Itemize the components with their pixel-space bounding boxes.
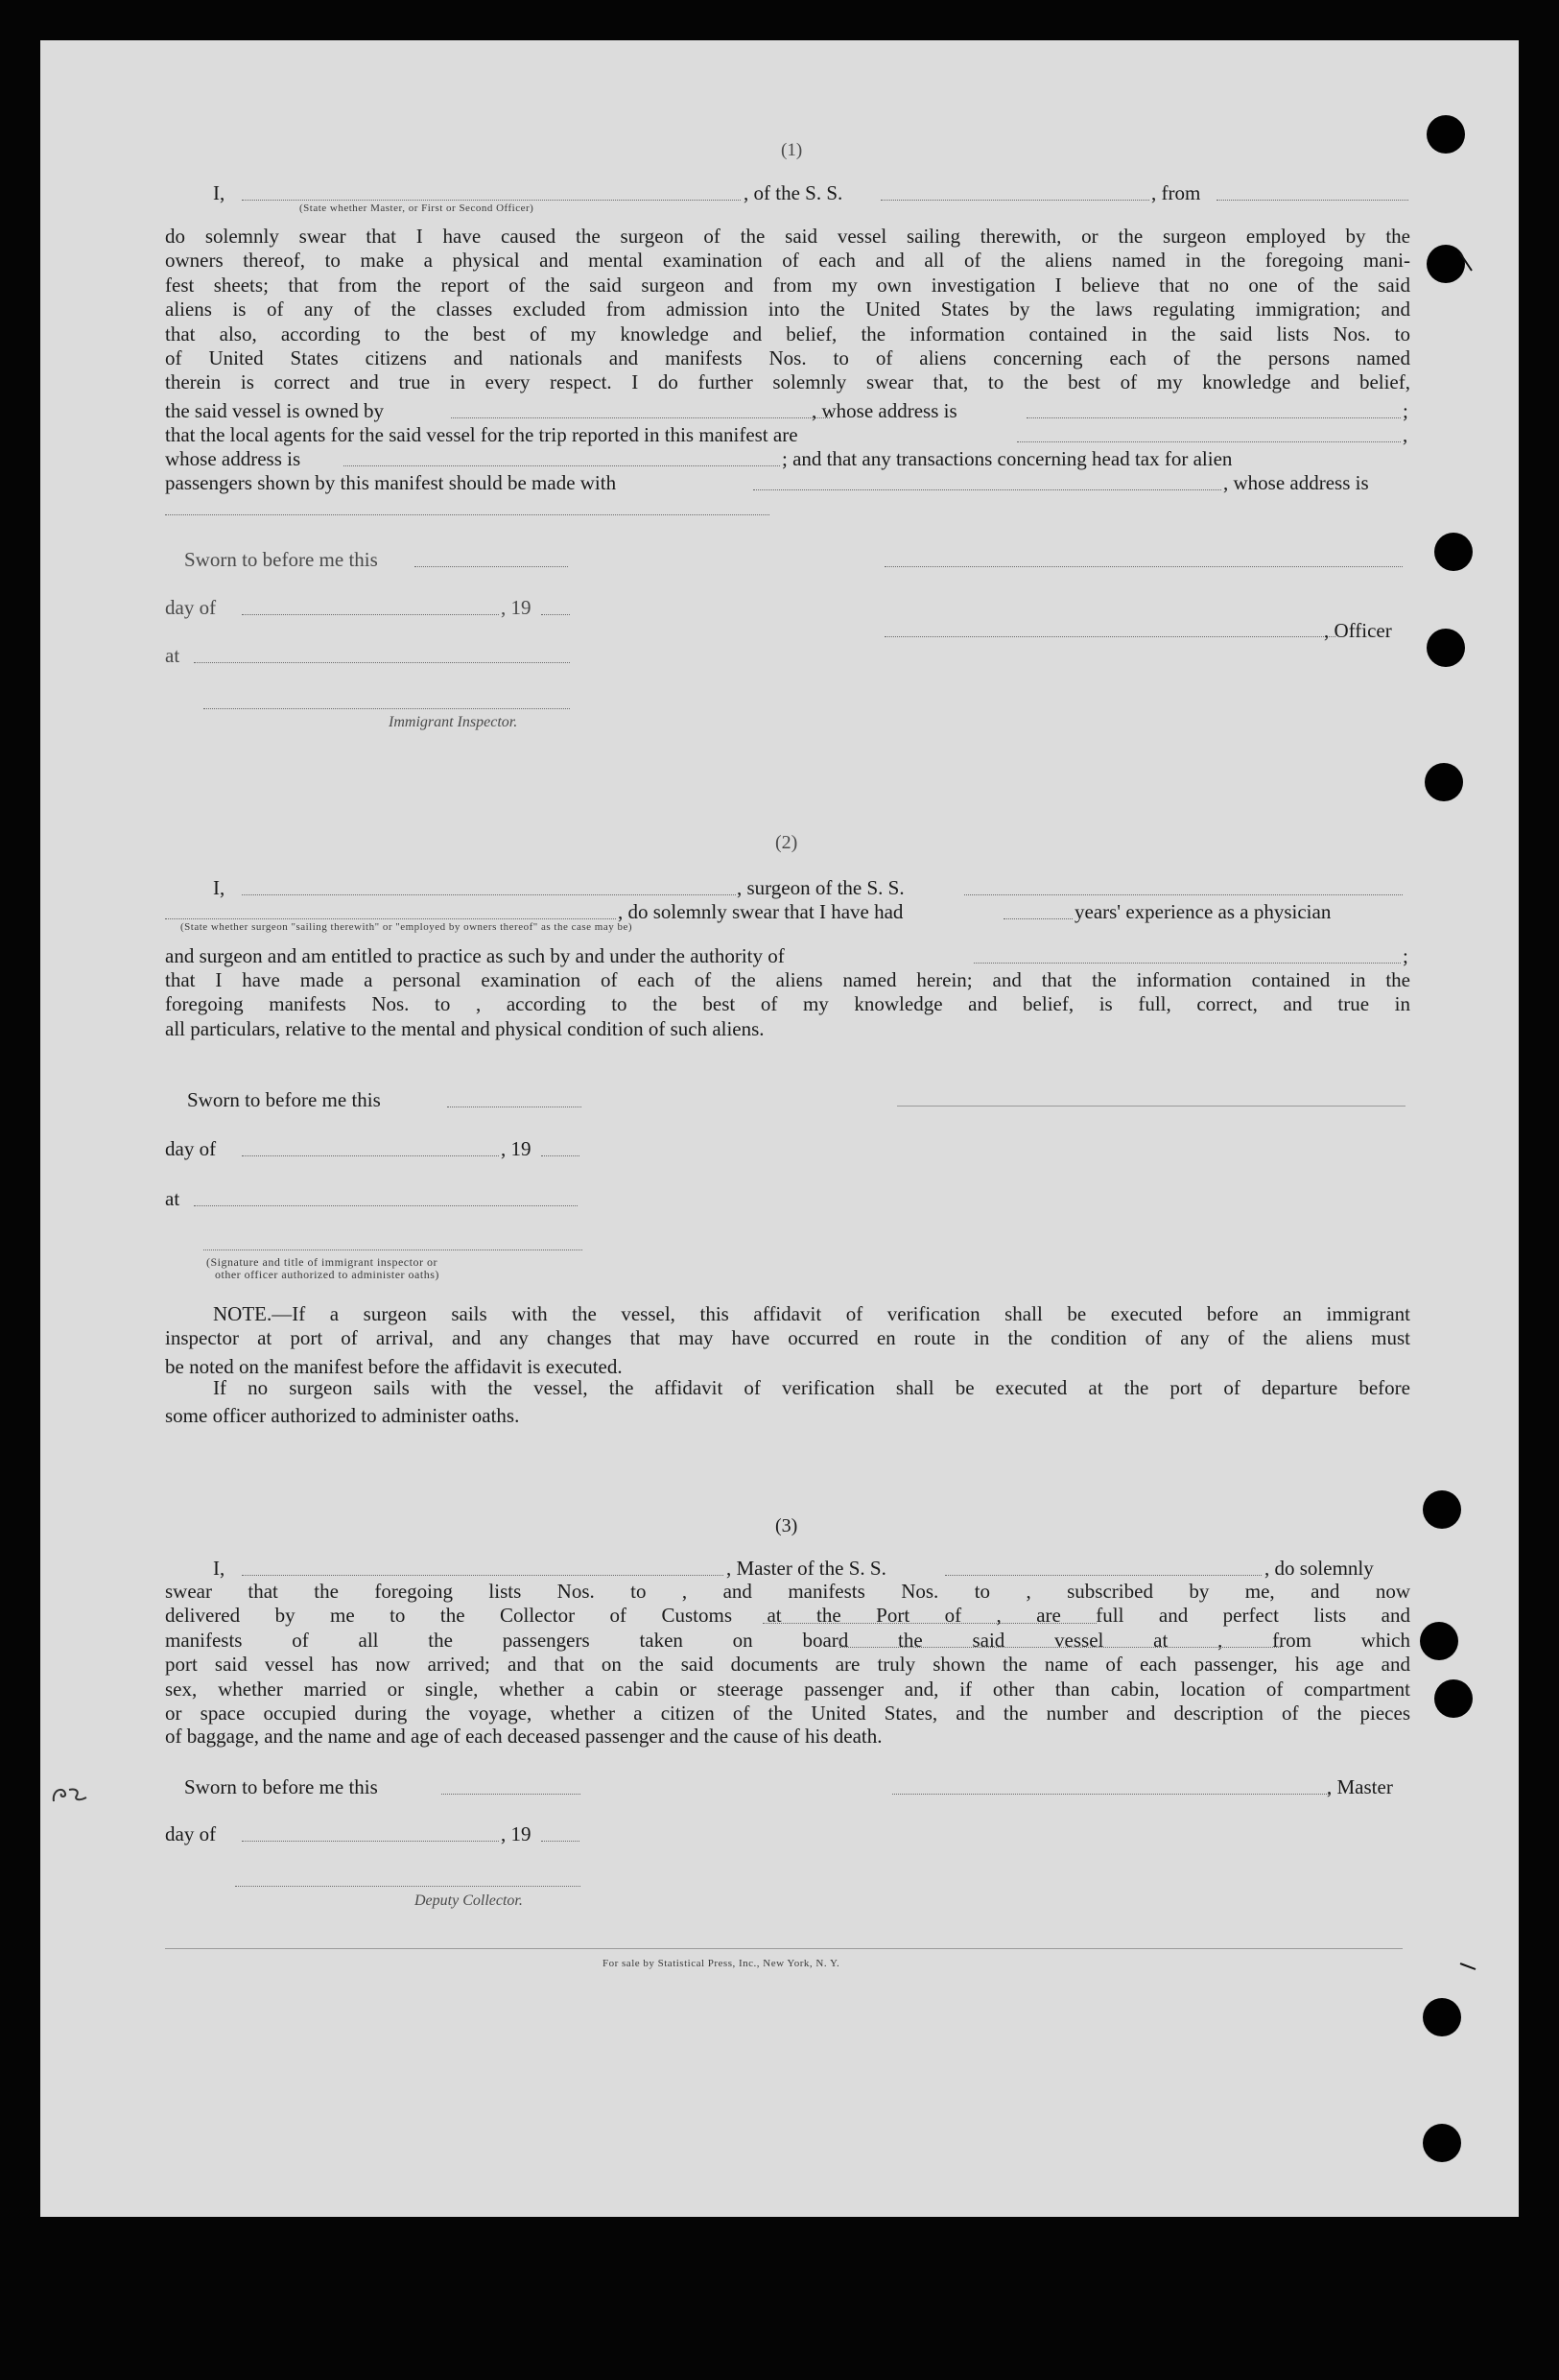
- s3-deputy-signature-field[interactable]: [235, 1886, 580, 1887]
- s3-year-field[interactable]: [541, 1841, 579, 1842]
- s2-surgeon-of: , surgeon of the S. S.: [737, 876, 905, 899]
- s2-note2-end: some officer authorized to administer oaths.: [165, 1404, 520, 1427]
- s1-line: therein is correct and true in every respect. I do further solemnly swear that, to the best of my knowledge and belief,: [165, 370, 1410, 394]
- s1-agents-address-field[interactable]: [343, 465, 780, 466]
- s1-body: [165, 225, 1410, 395]
- punch-hole: [1423, 1998, 1461, 2036]
- s2-note2: [213, 1376, 1410, 1400]
- s1-whose-address-is: whose address is: [165, 447, 301, 470]
- s3-year: , 19: [501, 1822, 531, 1845]
- punch-hole: [1427, 629, 1465, 667]
- s3-line: sex, whether married or single, whether a cabin or steerage passenger and, if other than cabin, location of compartment: [165, 1677, 1410, 1701]
- s3-last-line: of baggage, and the name and age of each deceased passenger and the cause of his death.: [165, 1725, 883, 1748]
- s1-officer: , Officer: [1324, 619, 1392, 642]
- s1-at: at: [165, 644, 180, 667]
- s1-inspector: Immigrant Inspector.: [389, 714, 518, 730]
- s1-owner-field[interactable]: [451, 417, 830, 418]
- s3-master-name-field[interactable]: [242, 1575, 723, 1576]
- s3-body: [165, 1580, 1410, 1726]
- s1-local-agents: that the local agents for the said vessel for the trip reported in this manifest are: [165, 423, 798, 446]
- s1-i: I,: [213, 181, 225, 204]
- s1-passengers: passengers shown by this manifest should be made with: [165, 471, 617, 494]
- s2-sworn: Sworn to before me this: [187, 1088, 381, 1111]
- punch-hole: [1423, 2124, 1461, 2162]
- s1-head-tax: ; and that any transactions concerning head tax for alien: [782, 447, 1233, 470]
- punch-hole: [1425, 763, 1463, 801]
- s2-authority: and surgeon and am entitled to practice as such by and under the authority of: [165, 944, 785, 967]
- s1-officer-signature-field[interactable]: [885, 636, 1335, 637]
- s2-ship-name-field[interactable]: [964, 894, 1403, 895]
- s2-authority-field[interactable]: [974, 963, 1401, 964]
- footer-printer: For sale by Statistical Press, Inc., New York, N. Y.: [602, 1958, 840, 1969]
- s1-from-port-field[interactable]: [1216, 200, 1408, 201]
- punch-hole: [1427, 115, 1465, 154]
- s3-sworn-date-field[interactable]: [441, 1794, 580, 1795]
- s1-agents-field[interactable]: [1017, 441, 1401, 442]
- margin-handwritten-mark: [48, 1780, 106, 1809]
- punch-hole: [1434, 1679, 1473, 1718]
- s1-line: do solemnly swear that I have caused the surgeon of the said vessel sailing therewith, or the surgeon employed by the: [165, 225, 1410, 248]
- s2-year: , 19: [501, 1137, 531, 1160]
- s3-line: delivered by me to the Collector of Customs at the Port of , are full and perfect lists and: [165, 1604, 1410, 1628]
- s1-line: fest sheets; that from the report of the said surgeon and from my own investigation I believe that no one of the said: [165, 273, 1410, 297]
- s3-port-field[interactable]: [763, 1623, 1097, 1624]
- s2-month-field[interactable]: [242, 1155, 499, 1156]
- s3-departure-port-field[interactable]: [839, 1647, 1281, 1648]
- s2-do-solemnly: , do solemnly swear that I have had: [618, 900, 904, 923]
- s1-line: owners thereof, to make a physical and mental examination of each and all of the aliens named in the foregoing mani-: [165, 249, 1410, 273]
- s1-at-field[interactable]: [194, 662, 570, 663]
- s2-last-line: all particulars, relative to the mental and physical condition of such aliens.: [165, 1017, 765, 1040]
- s3-sworn: Sworn to before me this: [184, 1775, 378, 1798]
- s1-year-field[interactable]: [541, 614, 570, 615]
- footer-rule: [165, 1948, 1403, 1949]
- s1-sworn-date-field[interactable]: [414, 566, 568, 567]
- s2-semicolon: ;: [1403, 944, 1408, 967]
- s1-line: of United States citizens and nationals and manifests Nos. to of aliens concerning each of the persons named: [165, 346, 1410, 370]
- s3-master-signature-field[interactable]: [892, 1794, 1329, 1795]
- s3-i: I,: [213, 1557, 225, 1580]
- s1-line: aliens is of any of the classes excluded from admission into the United States by the laws regulating immigration; and: [165, 298, 1410, 321]
- s1-sworn: Sworn to before me this: [184, 548, 378, 571]
- s1-officer-rank-field[interactable]: [242, 200, 741, 201]
- punch-hole: [1423, 1490, 1461, 1529]
- s2-surgeon-type-field[interactable]: [165, 918, 616, 919]
- s1-comma: ,: [1403, 423, 1408, 446]
- s3-master-of: , Master of the S. S.: [726, 1557, 886, 1580]
- s1-officer-title-field[interactable]: [885, 566, 1403, 567]
- section-1-number: (1): [781, 140, 803, 160]
- s2-at: at: [165, 1187, 180, 1210]
- s2-sig-caption-1: (Signature and title of immigrant inspector or: [206, 1255, 437, 1269]
- edge-tick-mark: [1458, 250, 1487, 278]
- punch-hole: [1434, 533, 1473, 571]
- s1-rank-caption: (State whether Master, or First or Second Officer): [299, 202, 534, 214]
- s3-do-solemnly: , do solemnly: [1264, 1557, 1374, 1580]
- s3-day-of: day of: [165, 1822, 217, 1845]
- section-2-number: (2): [775, 832, 798, 853]
- s1-day-of: day of: [165, 596, 217, 619]
- s2-at-field[interactable]: [194, 1205, 578, 1206]
- s1-whose-address-end: , whose address is: [1223, 471, 1369, 494]
- s3-line: port said vessel has now arrived; and that on the said documents are truly shown the name of each passenger, his age and: [165, 1653, 1410, 1677]
- s2-i: I,: [213, 876, 225, 899]
- s2-sig-caption-2: other officer authorized to administer oaths): [215, 1268, 439, 1281]
- s3-master: , Master: [1327, 1775, 1393, 1798]
- s1-of-ss: , of the S. S.: [744, 181, 843, 204]
- section-3-number: (3): [775, 1515, 798, 1536]
- s2-years: years' experience as a physician: [1075, 900, 1332, 923]
- s2-years-field[interactable]: [1004, 918, 1073, 919]
- s1-ship-name-field[interactable]: [881, 200, 1149, 201]
- s1-head-tax-agent-field[interactable]: [753, 489, 1221, 490]
- s2-note: [165, 1302, 1410, 1351]
- s1-final-address-field[interactable]: [165, 514, 769, 515]
- s2-caption: (State whether surgeon "sailing therewith" or "employed by owners thereof" as the case may be): [180, 921, 633, 933]
- s2-note2-line: If no surgeon sails with the vessel, the affidavit of verification shall be executed at the port of departure before: [213, 1376, 1410, 1399]
- punch-hole: [1420, 1622, 1458, 1660]
- s2-line: that I have made a personal examination of each of the aliens named herein; and that the information contained in the: [165, 968, 1410, 991]
- s1-semicolon: ;: [1403, 399, 1408, 422]
- s1-whose-address: , whose address is: [812, 399, 957, 422]
- s2-surgeon-name-field[interactable]: [242, 894, 736, 895]
- s3-line: swear that the foregoing lists Nos. to , and manifests Nos. to , subscribed by me, and now: [165, 1580, 1410, 1603]
- s2-year-field[interactable]: [541, 1155, 579, 1156]
- s2-line: foregoing manifests Nos. to , according to the best of my knowledge and belief, is full, correct, and true in: [165, 992, 1410, 1016]
- s1-month-field[interactable]: [242, 614, 499, 615]
- s1-year: , 19: [501, 596, 531, 619]
- s2-body: [165, 968, 1410, 1017]
- edge-tick-mark: [1458, 1958, 1487, 1987]
- s3-month-field[interactable]: [242, 1841, 499, 1842]
- s2-signature-line[interactable]: [897, 1106, 1405, 1107]
- s1-owned-by: the said vessel is owned by: [165, 399, 385, 422]
- s3-ship-name-field[interactable]: [945, 1575, 1262, 1576]
- s3-line: manifests of all the passengers taken on board the said vessel at , from which: [165, 1628, 1410, 1652]
- s1-line: that also, according to the best of my knowledge and belief, the information contained in the said lists Nos. to: [165, 321, 1410, 345]
- s2-note-line: NOTE.—If a surgeon sails with the vessel, this affidavit of verification shall be executed before an immigrant: [213, 1302, 1410, 1325]
- s2-day-of: day of: [165, 1137, 217, 1160]
- s1-owner-address-field[interactable]: [1027, 417, 1401, 418]
- s1-inspector-signature-field[interactable]: [203, 708, 570, 709]
- s2-note-end: be noted on the manifest before the affidavit is executed.: [165, 1355, 623, 1378]
- s3-deputy: Deputy Collector.: [414, 1892, 523, 1909]
- s2-note-line: inspector at port of arrival, and any changes that may have occurred en route in the condition of any of the aliens must: [165, 1326, 1410, 1350]
- s1-from: , from: [1151, 181, 1201, 204]
- s3-line: or space occupied during the voyage, whether a citizen of the United States, and the number and description of the pieces: [165, 1702, 1410, 1726]
